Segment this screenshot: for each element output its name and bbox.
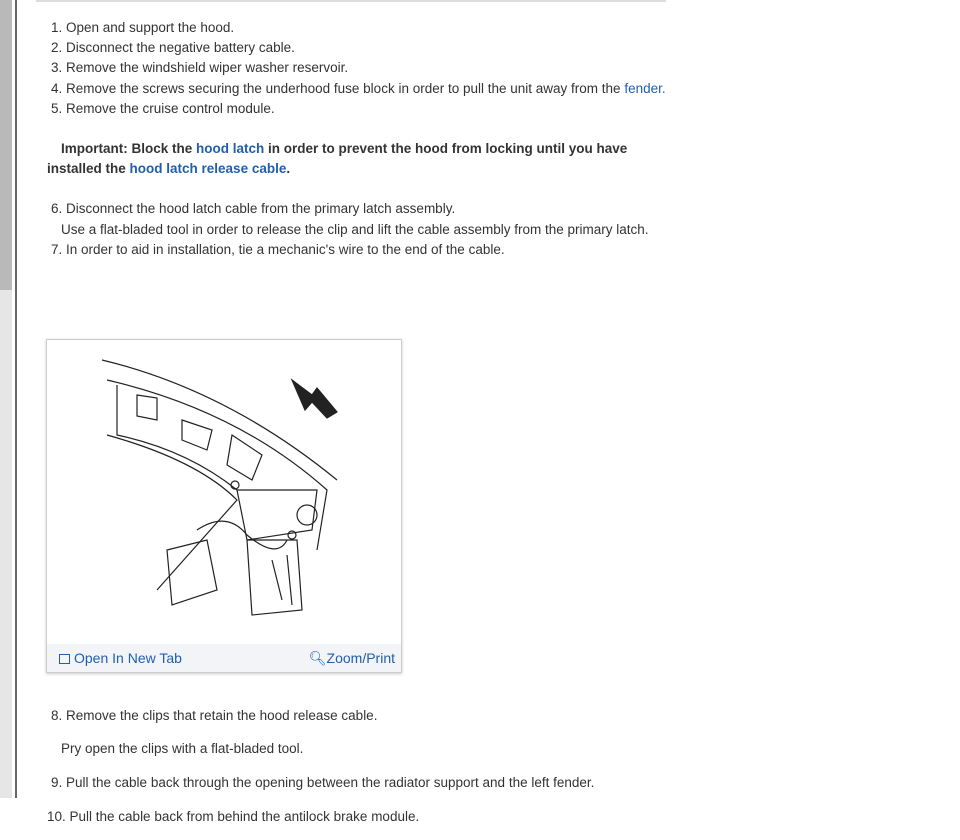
procedure-text-continued <box>47 692 667 840</box>
open-label: Open In New Tab <box>74 650 182 666</box>
note-text: Use a flat-bladed tool in order to release the clip and lift the cable assembly from the primary latch. <box>61 221 649 237</box>
step: 8. Remove the clips that retain the hood release cable. <box>51 707 378 723</box>
step: 3. Remove the windshield wiper washer reservoir. <box>51 60 349 76</box>
figure-toolbar <box>47 644 401 672</box>
step-note <box>47 220 667 240</box>
step-text: 4. Remove the screws securing the underhood fuse block in order to pull the unit away from the <box>51 80 621 96</box>
open-new-tab-icon <box>59 654 70 664</box>
important-note <box>47 139 667 179</box>
divider <box>36 0 666 2</box>
scrollbar-track[interactable] <box>0 0 12 798</box>
hood-latch-illustration <box>47 340 401 644</box>
step: 10. Pull the cable back from behind the antilock brake module. <box>47 808 420 824</box>
step-note <box>47 739 667 759</box>
step: 7. In order to aid in installation, tie a mechanic's wire to the end of the cable. <box>51 241 505 257</box>
step: 5. Remove the cruise control module. <box>51 100 275 116</box>
note-text: Pry open the clips with a flat-bladed tool. <box>61 741 304 757</box>
hood-latch-link[interactable]: hood latch <box>196 141 265 157</box>
figure <box>46 339 402 673</box>
step: 9. Pull the cable back through the opening between the radiator support and the left fender. <box>51 774 595 790</box>
zoom-in-icon: 🔍︎ <box>308 650 327 666</box>
step: 1. Open and support the hood. <box>51 20 235 35</box>
scrollbar-thumb[interactable] <box>0 0 12 290</box>
procedure-text <box>47 18 667 260</box>
zoom-label: Zoom/Print <box>326 650 395 666</box>
step: 6. Disconnect the hood latch cable from the primary latch assembly. <box>51 201 456 217</box>
zoom-print-button[interactable] <box>309 650 395 667</box>
step: 2. Disconnect the negative battery cable. <box>51 40 295 56</box>
hood-latch-release-cable-link[interactable]: hood latch release cable <box>129 161 287 177</box>
note-text: . <box>286 161 291 177</box>
divider <box>15 0 17 798</box>
note-text: in order to prevent the hood from locking until you have installed the <box>47 141 628 177</box>
fender-link[interactable]: fender <box>624 80 662 96</box>
open-in-new-tab-button[interactable] <box>59 650 182 666</box>
punct: . <box>661 80 666 96</box>
step <box>47 79 667 99</box>
note-text: Important: Block the <box>61 141 197 157</box>
